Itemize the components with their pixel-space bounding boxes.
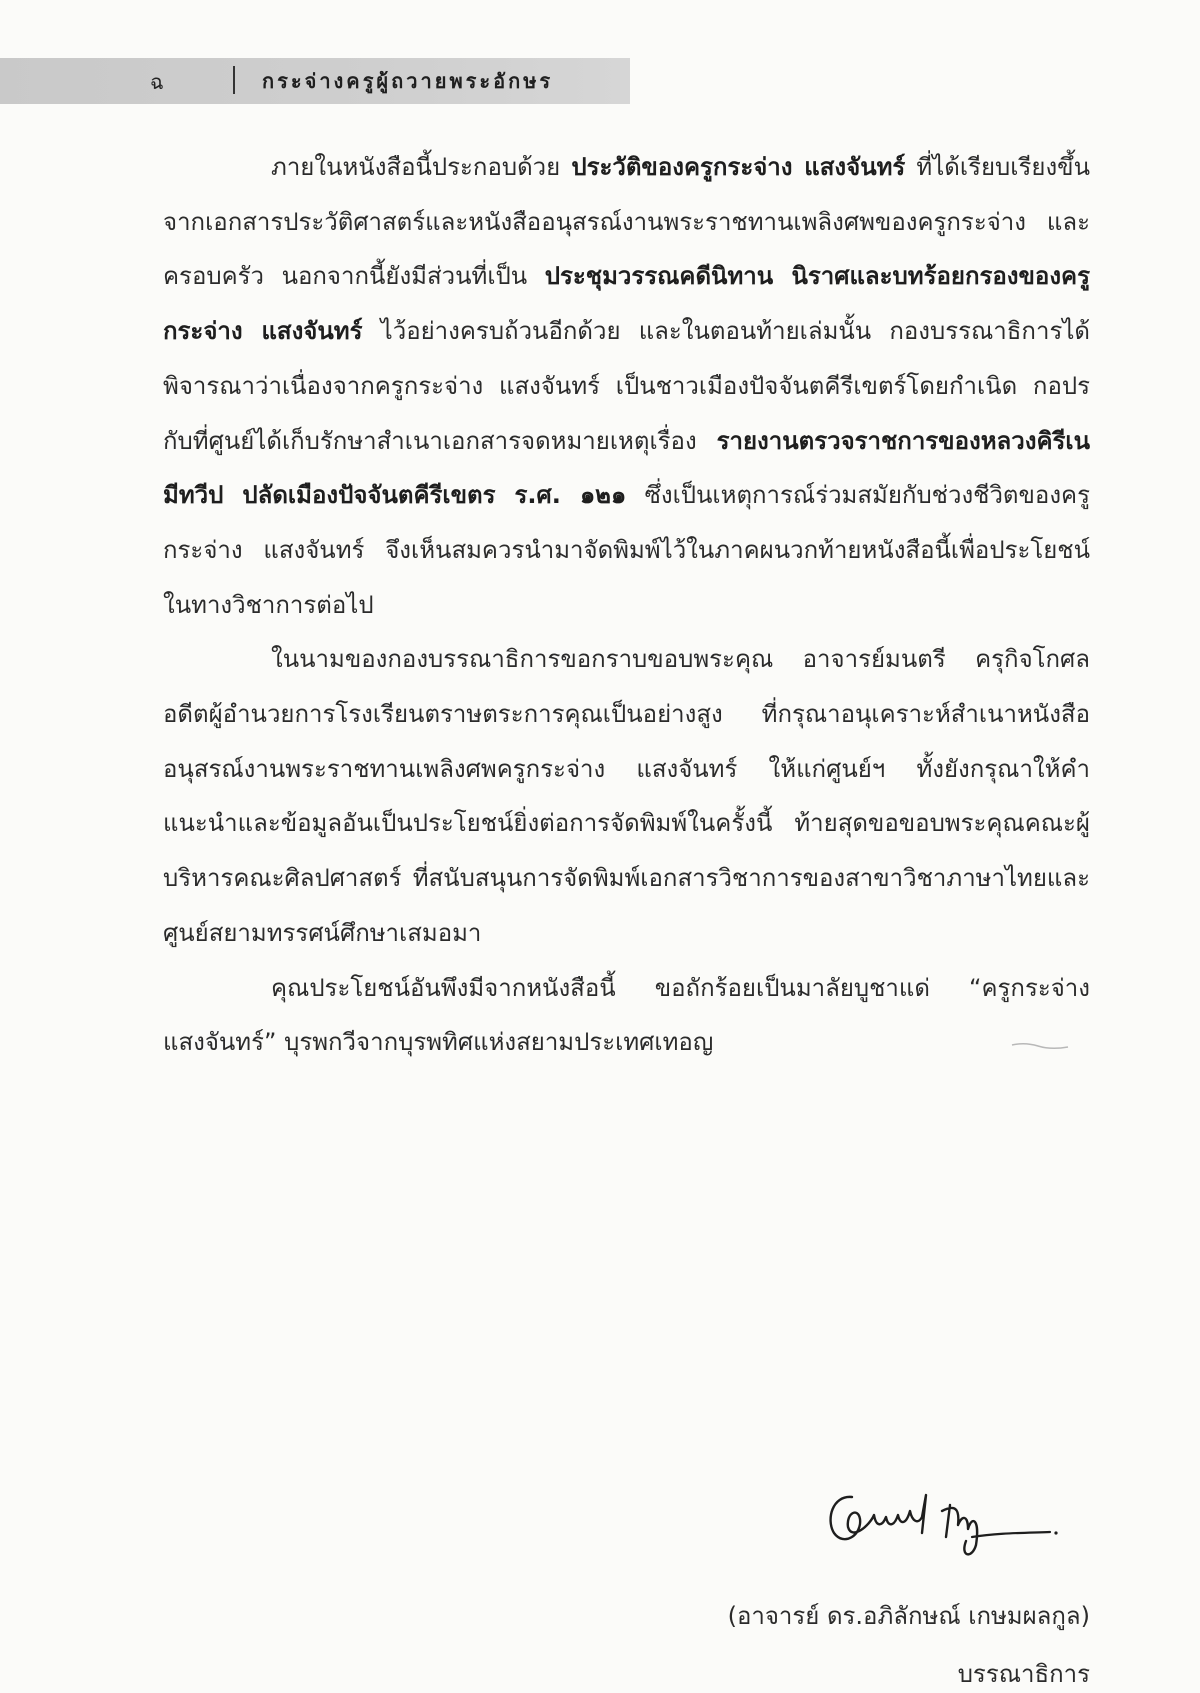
paragraph-text: ซึ่งเป็นเหตุการณ์ร่วมสมัยกับช่วงชีวิตของครูกระจ่าง แสงจันทร์ จึงเห็นสมควรนำมาจัดพิมพ์ไว้ในภาคผนวกท้ายหนังสือนี้เพื่อประโยชน์ในทางวิชาการต่อไป xyxy=(163,481,1090,619)
signature-mark xyxy=(822,1475,1062,1565)
paragraph-text: ภายในหนังสือนี้ประกอบด้วย xyxy=(271,153,572,181)
running-header xyxy=(0,58,630,104)
bold-phrase: ประชุมวรรณคดีนิทาน นิราศและบทร้อยกรองของครูกระจ่าง แสงจันทร์ xyxy=(163,262,1090,346)
paragraph-text: ไว้อย่างครบถ้วนอีกด้วย และในตอนท้ายเล่มนั้น กองบรรณาธิการได้พิจารณาว่าเนื่องจากครูกระจ่าง แสงจันทร์ เป็นชาวเมืองปัจจันตคีรีเขตร์โดยกำเนิด กอปรกับที่ศูนย์ได้เก็บรักษาสำเนาเอกสารจดหมายเหตุเรื่อง xyxy=(163,317,1090,455)
page-number: ฉ xyxy=(150,70,164,94)
paragraph-contents xyxy=(163,140,1090,632)
paragraph-acknowledgement: ในนามของกองบรรณาธิการขอกราบขอบพระคุณ อาจารย์มนตรี ครุกิจโกศล อดีตผู้อำนวยการโรงเรียนตราษตระการคุณเป็นอย่างสูง ที่กรุณาอนุเคราะห์สำเนาหนังสืออนุสรณ์งานพระราชทานเพลิงศพครูกระจ่าง แสงจันทร์ ให้แก่ศูนย์ฯ ทั้งยังกรุณาให้คำแนะนำและข้อมูลอันเป็นประโยชน์ยิ่งต่อการจัดพิมพ์ในครั้งนี้ ท้ายสุดขอขอบพระคุณคณะผู้บริหารคณะศิลปศาสตร์ ที่สนับสนุนการจัดพิมพ์เอกสารวิชาการของสาขาวิชาภาษาไทยและศูนย์สยามทรรศน์ศึกษาเสมอมา xyxy=(163,645,1090,947)
paragraph-dedication: คุณประโยชน์อันพึงมีจากหนังสือนี้ ขอถักร้อยเป็นมาลัยบูชาแด่ “ครูกระจ่าง แสงจันทร์” บุรพกวีจากบุรพทิศแห่งสยามประเทศเทอญ xyxy=(163,973,1090,1057)
bold-phrase: ประวัติของครูกระจ่าง แสงจันทร์ xyxy=(571,153,906,181)
editor-role: บรรณาธิการ xyxy=(957,1660,1090,1688)
editor-name: (อาจารย์ ดร.อภิลักษณ์ เกษมผลกูล) xyxy=(727,1602,1090,1630)
bold-phrase: รายงานตรวจราชการของหลวงคิรีเนมีทวีป ปลัดเมืองปัจจันตคีรีเขตร ร.ศ. ๑๒๑ xyxy=(163,426,1090,510)
header-divider xyxy=(233,66,235,94)
scan-smudge xyxy=(1010,1040,1070,1050)
body-text xyxy=(163,140,1090,1070)
running-title: กระจ่างครูผู้ถวายพระอักษร xyxy=(262,69,554,93)
paragraph-text: ที่ได้เรียบเรียงขึ้นจากเอกสารประวัติศาสตร์และหนังสืออนุสรณ์งานพระราชทานเพลิงศพของครูกระจ่าง และครอบครัว นอกจากนี้ยังมีส่วนที่เป็น xyxy=(163,153,1090,291)
